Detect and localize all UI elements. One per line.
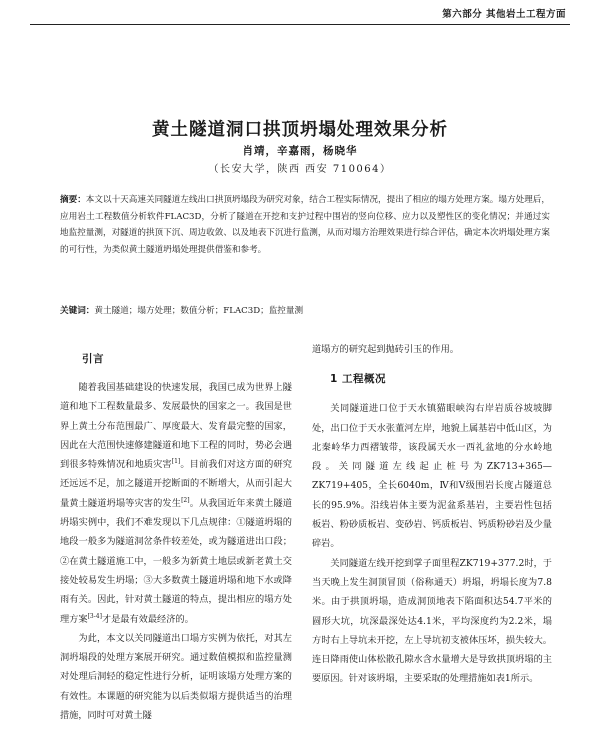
intro-text-c: 。从我国近年来黄土隧道坍塌实例中，我们不难发现以下几点规律：①隧道坍塌的地段一般多为隧道洞岔条件较差处，或为隧道进出口段；②在黄土隧道施工中，一般多为新黄土地层或新老黄土交接处较易发生坍塌；③大多数黄土隧道坍塌和地下水或降雨有关。因此，针对黄土隧道的特点，提出相应的塌方处理方案 bbox=[60, 497, 292, 625]
intro-paragraph-1 bbox=[60, 378, 292, 629]
citation-ref-3: [3-4] bbox=[87, 612, 102, 620]
intro-paragraph-2: 为此，本文以关同隧道出口塌方实例为依托，对其左洞坍塌段的处理方案展开研究。通过数值模拟和监控量测对处理后洞轻的稳定性进行分析，证明该塌方处理方案的有效性。本课题的研究能为以后类似塌方提供适当的治理措施，同时可对黄土隧 bbox=[60, 632, 292, 722]
intro-text-b: 。目前我们对这方面的研究还远远不足，加之隧道开挖断面的不断增大，从而引起大量黄土隧道坍塌等灾害的发生 bbox=[60, 459, 292, 509]
right-column bbox=[312, 340, 552, 689]
overview-paragraph-2: 关同隧道左线开挖到掌子面里程ZK719+377.2时，于当天晚上发生洞顶冒顶（俗称通天）坍塌，坍塌长度为7.8米。由于拱顶坍塌，造成洞顶地表下陷面积达54.7平米的圆形大坑，坑深最深处达4.1米，平均深度约为2.2米，塌方时右上导坑未开挖，左上导坑初支被体压坏，损失较大。连日降雨使山体松散孔隙水含水量增大是导致拱顶坍塌的主要原因。针对该坍塌，主要采取的处理措施如表1所示。 bbox=[312, 557, 552, 685]
keywords-text: 黄土隧道；塌方处理；数值分析；FLAC3D；监控量测 bbox=[94, 306, 304, 316]
keywords-label: 关键词： bbox=[60, 306, 95, 316]
paper-title: 黄土隧道洞口拱顶坍塌处理效果分析 bbox=[152, 120, 448, 140]
left-column bbox=[60, 340, 292, 725]
intro-text-d: 才是最有效最经济的。 bbox=[101, 613, 194, 625]
paper-affiliation: （长安大学，陕西 西安 710064） bbox=[208, 164, 392, 175]
paper-authors: 肖靖，辛嘉雨，杨晓华 bbox=[242, 145, 358, 157]
section-heading-introduction: 引言 bbox=[82, 353, 104, 365]
abstract-text: 本文以十天高速关同隧道左线出口拱顶坍塌段为研究对象，结合工程实际情况，提出了相应的塌方处理方案。塌方处理后，应用岩土工程数值分析软件FLAC3D，分析了隧道在开挖和支护过程中围岩的竖向位移、应力以及塑性区的变化情况；并通过实地监控量测，对隧道的拱顶下沉、周边收敛、以及地表下沉进行监测，从而对塌方治理效果进行综合评估，确定本次坍塌处理方案的可行性，为类似黄土隧道坍塌处理提供借鉴和参考。 bbox=[60, 195, 550, 255]
overview-paragraph-1: 关同隧道进口位于天水镇猫眼峡沟右岸岩质谷坡坡脚处，出口位于天水张董河左岸，地貌上属基岩中低山区，为北秦岭华力西褶皱带，该段属天水一西礼盆地的分水岭地段。关同隧道左线起止桩号为ZK713+365—ZK719+405，全长6040m，Ⅳ和Ⅴ级围岩长度占隧道总长的95.9%。沿线岩体主要为泥盆系基岩，主要岩性包括板岩、粉砂质板岩、变砂岩、钙质板岩、钙质粉砂岩及少量碎岩。 bbox=[312, 403, 552, 550]
keywords bbox=[60, 303, 550, 319]
citation-ref-2: [2] bbox=[181, 496, 190, 504]
abstract bbox=[60, 192, 550, 258]
intro-text-a: 随着我国基础建设的快速发展，我国已成为世界上隧道和地下工程数量最多、发展最快的国家之一。我国是世界上黄土分布范围最广、厚度最大、发育最完整的国家，因此在大范围快速修建隧道和地下工程的同时，势必会遇到很多特殊情况和地质灾害 bbox=[60, 382, 292, 471]
citation-ref-1: [1] bbox=[171, 458, 181, 466]
section-heading-project-overview: 1 工程概况 bbox=[330, 373, 386, 386]
header-rule bbox=[30, 24, 570, 25]
intro-paragraph-continued: 道塌方的研究起到抛砖引玉的作用。 bbox=[312, 344, 459, 355]
running-header: 第六部分 其他岩土工程方面 bbox=[442, 9, 566, 20]
abstract-label: 摘要： bbox=[60, 195, 86, 205]
